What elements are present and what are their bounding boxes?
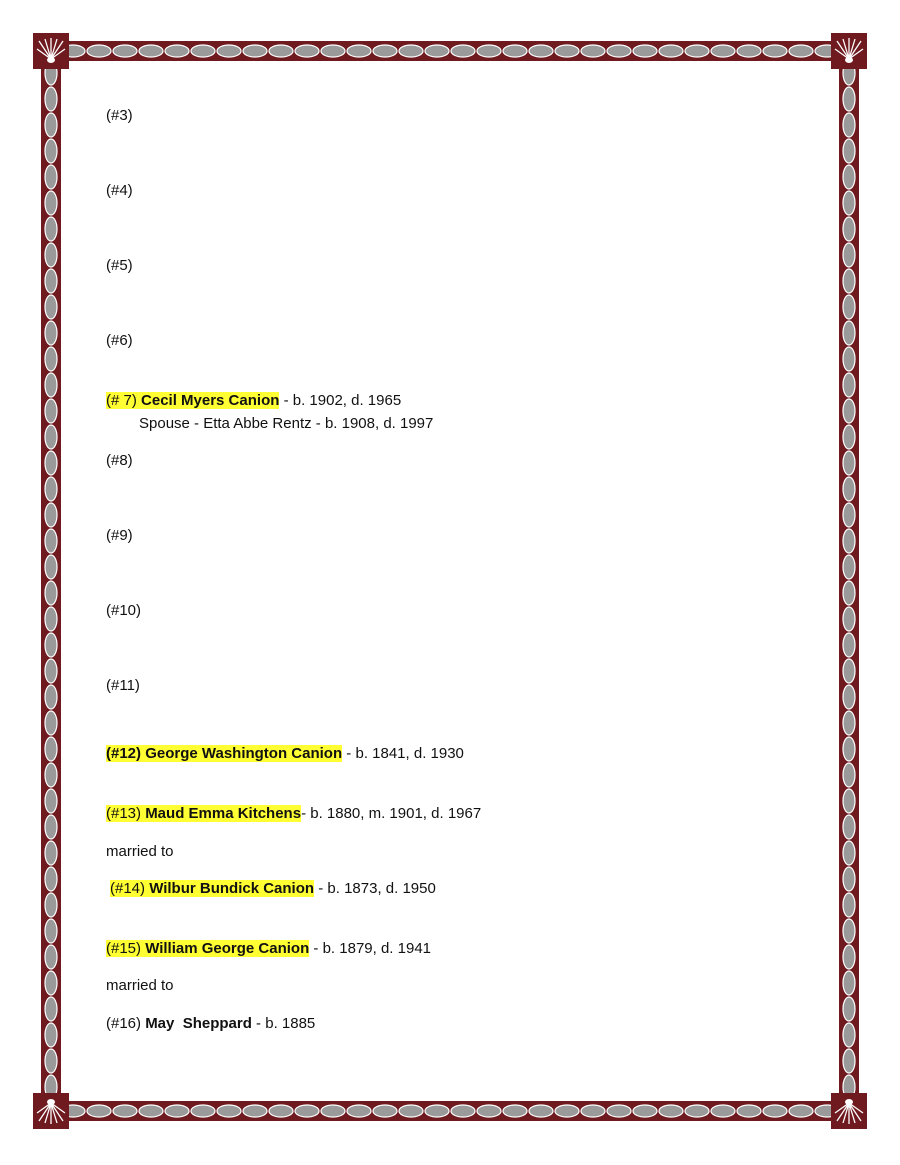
- entry-13: [106, 804, 481, 824]
- entry-16-number: (#16): [106, 1015, 146, 1032]
- entry-13-highlight: [106, 805, 301, 822]
- corner-ornament-top-left: [33, 33, 69, 69]
- oval-pattern-bottom: [60, 1101, 840, 1121]
- entry-3: (#3): [106, 107, 133, 124]
- married-to-label: married to: [106, 843, 174, 860]
- entry-5: (#5): [106, 257, 133, 274]
- entry-6: (#6): [106, 332, 133, 349]
- border-left: [41, 60, 61, 1105]
- entry-12-name: George Washington Canion: [145, 745, 343, 762]
- entry-7-highlight: [106, 392, 279, 409]
- entry-14-name: Wilbur Bundick Canion: [149, 880, 315, 897]
- entry-7-dates: - b. 1902, d. 1965: [279, 392, 402, 409]
- border-right: [839, 60, 859, 1105]
- entry-11: (#11): [106, 677, 140, 694]
- entry-14-number: (#14): [110, 880, 150, 897]
- entry-12-number: (#12): [106, 745, 146, 762]
- border-top: [60, 41, 840, 61]
- entry-13-number: (#13): [106, 805, 146, 822]
- oval-pattern-left: [41, 60, 61, 1105]
- entry-16: [106, 1014, 315, 1034]
- fan-ornament-icon: [831, 33, 867, 69]
- entry-7-number: (# 7): [106, 392, 142, 409]
- entry-9: (#9): [106, 527, 133, 544]
- corner-ornament-bottom-left: [33, 1093, 69, 1129]
- fan-ornament-icon: [33, 33, 69, 69]
- married-to-label: married to: [106, 977, 174, 994]
- entry-12: [106, 744, 464, 764]
- entry-15-highlight: [106, 940, 309, 957]
- entry-15-number: (#15): [106, 940, 146, 957]
- entry-7: [106, 391, 401, 411]
- entry-15-dates: - b. 1879, d. 1941: [309, 940, 432, 957]
- fan-ornament-icon: [33, 1093, 69, 1129]
- entry-14-highlight: [110, 880, 314, 897]
- oval-pattern-top: [60, 41, 840, 61]
- entry-7-name: Cecil Myers Canion: [141, 392, 280, 409]
- entry-15: [106, 939, 431, 959]
- entry-15-name: William George Canion: [145, 940, 310, 957]
- fan-ornament-icon: [831, 1093, 867, 1129]
- entry-12-dates: - b. 1841, d. 1930: [342, 745, 464, 762]
- entry-10: (#10): [106, 602, 142, 619]
- corner-ornament-bottom-right: [831, 1093, 867, 1129]
- entry-16-name: May Sheppard: [145, 1015, 252, 1032]
- border-bottom: [60, 1101, 840, 1121]
- entry-4: (#4): [106, 182, 133, 199]
- entry-7-spouse: Spouse - Etta Abbe Rentz - b. 1908, d. 1997: [139, 415, 434, 432]
- entry-13-dates: - b. 1880, m. 1901, d. 1967: [301, 805, 482, 822]
- entry-13-name: Maud Emma Kitchens: [145, 805, 302, 822]
- entry-12-highlight: [106, 745, 342, 762]
- entry-16-dates: - b. 1885: [251, 1015, 316, 1032]
- entry-14-dates: - b. 1873, d. 1950: [314, 880, 436, 897]
- entry-8: (#8): [106, 452, 133, 469]
- entry-14: [110, 879, 436, 899]
- corner-ornament-top-right: [831, 33, 867, 69]
- oval-pattern-right: [839, 60, 859, 1105]
